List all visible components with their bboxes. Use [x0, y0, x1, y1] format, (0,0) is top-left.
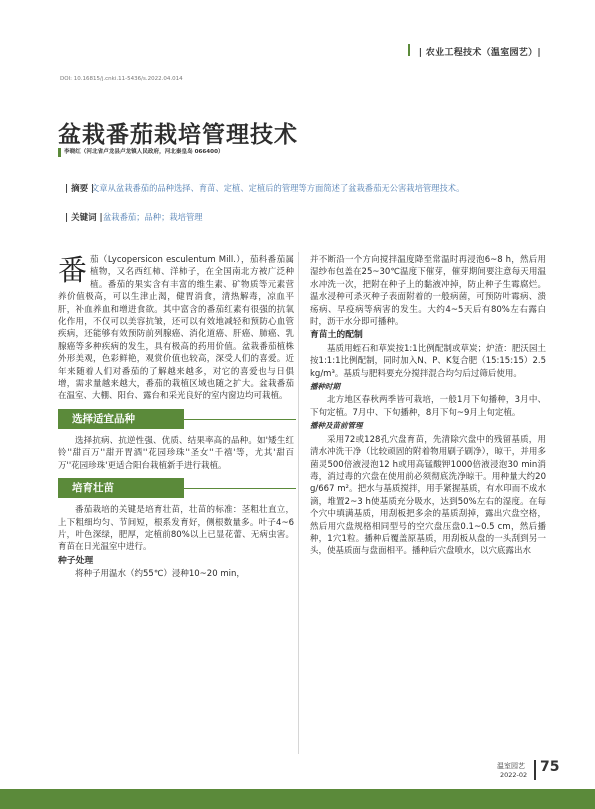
abstract-text: 文章从盆栽番茄的品种选择、育苗、定植、定植后的管理等方面简述了盆栽番茄无公害栽培管理技术。	[91, 183, 465, 193]
seed-treatment-continued: 并不断沿一个方向搅拌温度降至常温时再浸泡6~8 h，然后用湿纱布包盖在25~30℃温度下催芽，催芽期间要注意每天用温水冲洗一次，把附在种子上的黏液冲掉，防止种子生霉腐烂。温水浸种可杀灭种子表面附着的一般病菌，可预防叶霉病、溃疡病、早疫病等病害的发生。大约4~5天后有80%左右露白时，沥干水分即可播种。	[310, 255, 546, 328]
column-left	[58, 254, 294, 581]
author-line: 李晓红（河北省卢龙县卢龙镇人民政府，河北秦皇岛 066400）	[64, 149, 224, 155]
keywords-label: | 关键词 |	[65, 213, 103, 223]
subheading-sowing-time: 播种时期	[310, 382, 340, 392]
column-divider	[298, 252, 299, 754]
doi: DOI: 10.16815/j.cnki.11-5436/s.2022.04.014	[60, 76, 183, 82]
seed-treatment-text: 将种子用温水（约55℃）浸种10~20 min，	[75, 569, 245, 580]
footer-accent-bar	[0, 789, 595, 809]
soil-prep-text: 基质用蛭石和草炭按1:1比例配制或草炭；炉渣：肥沃园土按1:1:1比例配制，同时加入N、P、K复合肥（15:15:15）2.5 kg/m³。基质与肥料要充分搅拌混合均匀后过筛后使用。	[310, 343, 546, 379]
footer-separator	[534, 760, 536, 780]
footer-issue: 2022-02	[500, 771, 528, 779]
column-right	[310, 254, 546, 558]
header-accent-bar	[408, 44, 410, 56]
section-variety-text: 选择抗病、抗逆性强、优质、结果率高的品种。如'矮生红铃''甜百万''甜开胃酒''花园珍珠''圣女''千禧'等，尤其'甜百万''花园珍珠'更适合阳台栽植新手进行栽植。	[58, 435, 294, 471]
journal-section-header: | 农业工程技术（温室园艺）|	[418, 48, 541, 58]
section-heading-variety: 选择适宜品种	[58, 409, 184, 429]
section-heading-seedling: 培育壮苗	[58, 478, 184, 498]
footer-journal-name: 温室园艺	[497, 762, 525, 770]
subheading-sowing-management: 播种及苗前管理	[310, 421, 363, 431]
drop-cap: 番	[58, 253, 88, 287]
abstract-label: | 摘要 |	[65, 184, 95, 194]
article-title: 盆栽番茄栽培管理技术	[58, 122, 298, 148]
intro-text: 茄（Lycopersicon esculentum Mill.），茄科番茄属植物，又名西红柿、洋柿子，在全国南北方被广泛种植。番茄的果实含有丰富的维生素、矿物质等元素营养价值极高，可以生津止渴，健胃消食，清热解毒，凉血平肝，补血养血和增进食欲。其中富含的番茄红素有很强的抗氧化作用，不仅可以美容抗皱，还可以有效地减轻和预防心血管疾病，还能够有效预防前列腺癌、消化道癌、肝癌、肺癌、乳腺癌等多种疾病的发生，具有极高的药用价值。盆栽番茄植株外形美观，色彩鲜艳，观赏价值也较高，深受人们的喜爱。近年来随着人们对番茄的了解越来越多，对它的喜爱也与日俱增，需求量越来越大，番茄的栽植区域也随之扩大。盆栽番茄在温室、大棚、阳台、露台和采光良好的室内窗边均可栽植。	[58, 255, 294, 402]
page-number: 75	[540, 759, 560, 775]
section-seedling-text: 番茄栽培的关键是培育壮苗，壮苗的标准：茎粗壮直立，上下粗细均匀、节间短，根系发育好，侧根数量多。叶子4~6片，叶色深绿，肥厚，定植前80%以上已显花蕾、无病虫害。育苗在日光温室中进行。	[58, 505, 294, 553]
author-accent-bar	[58, 148, 61, 157]
sowing-time-text: 北方地区春秋两季皆可栽培，一般1月下旬播种，3月中、下旬定植。7月中、下旬播种，8月下旬~9月上旬定植。	[310, 395, 546, 418]
keywords-text: 盆栽番茄；品种；栽培管理	[103, 212, 203, 222]
subheading-soil-prep: 育苗土的配制	[310, 330, 363, 341]
sowing-management-text: 采用72或128孔穴盘育苗，先清除穴盘中的残留基质，用清水冲洗干净（比较顽固的附着物用刷子刷净），晾干，并用多菌灵500倍液浸泡12 h或用高锰酸钾1000倍液浸泡30 min消毒，消过毒的穴盘在使用前必须彻底洗净晾干。用种量大约20 g/667 m²。把水与基质搅拌，用手紧握基质，有水印而不成水滴，堆置2~3 h使基质充分吸水，达到50%左右的湿度。在每个穴中填满基质，用刮板把多余的基质刮掉，露出穴盘空格，然后用穴盘规格相同型号的空穴盘压盘0.1~0.5 cm，然后播种，1穴1粒。播种后覆盖原基质，用刮板从盘的一头刮到另一头，使基质面与盘面相平。播种后穴盘喷水，以穴底露出水	[310, 434, 546, 557]
intro-paragraph	[58, 254, 294, 403]
subheading-seed-treatment: 种子处理	[58, 555, 94, 566]
